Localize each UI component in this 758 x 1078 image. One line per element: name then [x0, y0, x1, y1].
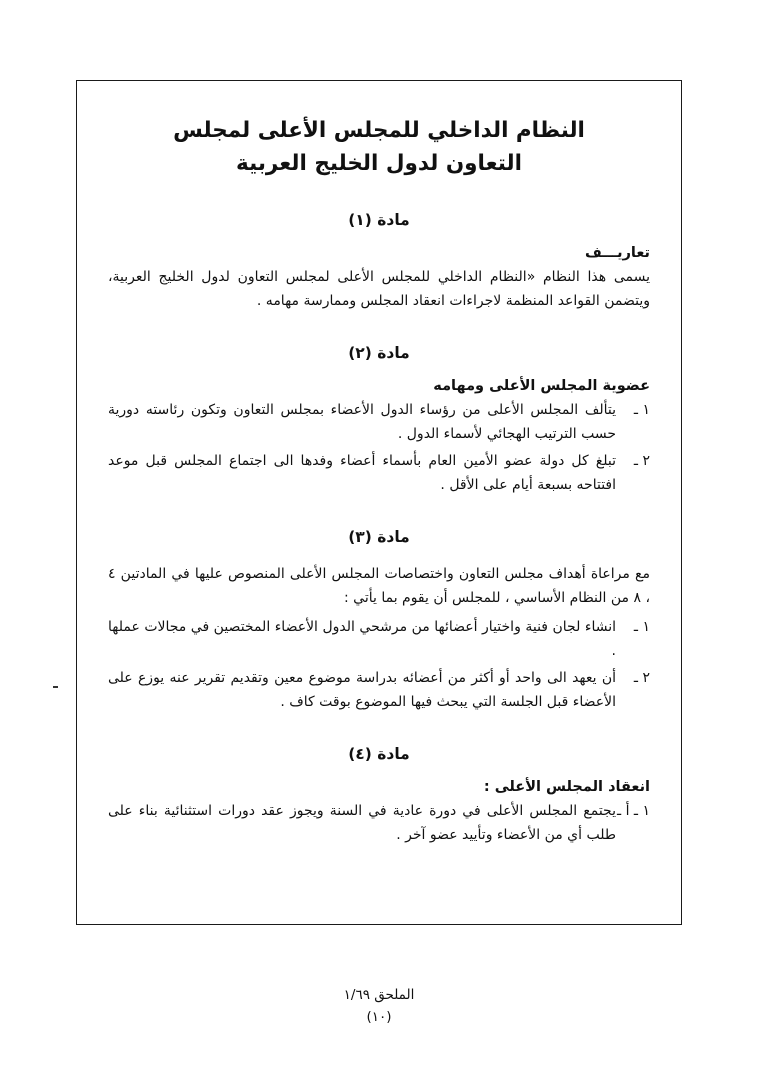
list-item-marker: ١ ـ — [633, 618, 650, 635]
list-item — [108, 449, 650, 498]
list-item-marker: ١ ـ — [633, 401, 650, 418]
footer-page-number: (١٠) — [366, 1008, 392, 1025]
article-3-heading: مادة (٣) — [348, 527, 410, 546]
article-4-label: انعقاد المجلس الأعلى : — [483, 778, 650, 795]
article-1-paragraph: يسمى هذا النظام «النظام الداخلي للمجلس الأعلى لمجلس التعاون لدول الخليج العربية، ويتضمن القواعد المنظمة لاجراءات انعقاد المجلس وممارسة مهامه . — [108, 268, 650, 310]
list-item-marker: ٢ ـ — [633, 669, 650, 686]
list-item — [108, 799, 650, 848]
list-item-marker: ٢ ـ — [633, 452, 650, 469]
list-item-text: انشاء لجان فنية واختيار أعضائها من مرشحي الدول الأعضاء المختصين في مجالات عملها . — [108, 618, 616, 660]
article-1-label: تعاريـــف — [584, 244, 650, 261]
article-1-heading: مادة (١) — [348, 210, 410, 229]
article-3-list — [108, 615, 650, 715]
article-4-heading: مادة (٤) — [348, 744, 410, 763]
page-title-line-1: النظام الداخلي للمجلس الأعلى لمجلس — [173, 118, 585, 143]
article-3 — [108, 528, 650, 715]
article-2 — [108, 344, 650, 498]
article-3-paragraph: مع مراعاة أهداف مجلس التعاون واختصاصات المجلس الأعلى المنصوص عليها في المادتين ٤ ، ٨ من النظام الأساسي ، للمجلس أن يقوم بما يأتي : — [108, 565, 650, 607]
article-1 — [108, 211, 650, 314]
article-2-list — [108, 398, 650, 498]
list-item-text: يجتمع المجلس الأعلى في دورة عادية في السنة ويجوز عقد دورات استثنائية بناء على طلب أي من الأعضاء وتأييد عضو آخر . — [108, 802, 616, 844]
page-content — [96, 98, 662, 908]
list-item — [108, 615, 650, 664]
list-item — [108, 666, 650, 715]
article-4 — [108, 745, 650, 848]
article-2-label: عضوية المجلس الأعلى ومهامه — [433, 377, 650, 394]
list-item — [108, 398, 650, 447]
list-item-marker: ١ ـ أ ـ — [617, 802, 650, 819]
page-title-line-2: التعاون لدول الخليج العربية — [236, 151, 522, 177]
article-4-list — [108, 799, 650, 848]
margin-tick-mark — [53, 686, 58, 688]
article-2-heading: مادة (٢) — [348, 343, 410, 362]
page-title — [108, 114, 650, 181]
page-footer — [0, 985, 758, 1028]
list-item-text: أن يعهد الى واحد أو أكثر من أعضائه بدراسة موضوع معين وتقديم تقرير عنه يوزع على الأعضاء قبل الجلسة التي يبحث فيها الموضوع بوقت كاف . — [108, 669, 616, 711]
list-item-text: تبلغ كل دولة عضو الأمين العام بأسماء أعضاء وفدها الى اجتماع المجلس قبل موعد افتتاحه بسبعة أيام على الأقل . — [108, 452, 616, 494]
list-item-text: يتألف المجلس الأعلى من رؤساء الدول الأعضاء بمجلس التعاون وتكون رئاسته دورية حسب الترتيب الهجائي لأسماء الدول . — [108, 401, 616, 443]
footer-reference: الملحق ١/٦٩ — [343, 987, 415, 1003]
